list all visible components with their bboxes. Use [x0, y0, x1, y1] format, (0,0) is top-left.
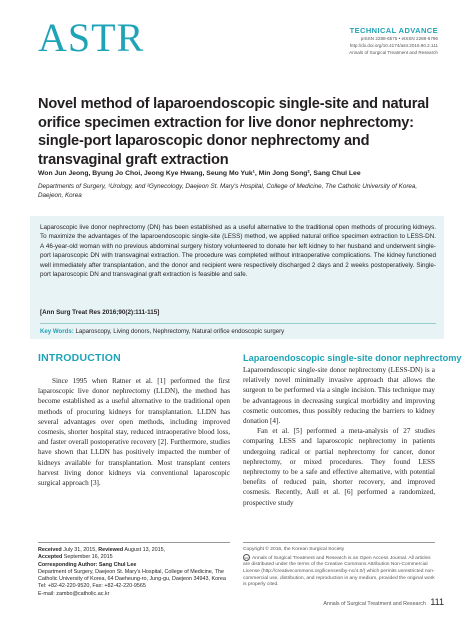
received-label: Received	[38, 547, 62, 553]
contact-phone: Tel: +82-42-220-9520, Fax: +82-42-220-9565	[38, 583, 146, 590]
keywords-label: Key Words:	[40, 328, 74, 335]
reviewed-label: Reviewed	[98, 547, 124, 553]
author-list: Won Jun Jeong, Byung Jo Choi, Jeong Kye Hwang, Seung Mo Yuk¹, Min Jong Song², Sang Chul Lee	[38, 170, 361, 177]
article-history	[38, 547, 233, 598]
article-title: Novel method of laparoendoscopic single-site and natural orifice specimen extraction for live donor nephrectomy: single-port laparoscopic donor nephrectomy and transvaginal graft extraction	[38, 96, 430, 168]
section-heading: Laparoendoscopic single-site donor nephrectomy	[243, 353, 462, 363]
section-paragraph-1: Laparoendoscopic single-site donor nephrectomy (LESS-DN) is a relatively novel minimally invasive approach that allows the surgeon to be performed via a single incision. This technique may be advantageous in decreasing surgical morbidity and improving cosmetic outcomes, thus possibly reducing the barriers to kidney donation [4].	[243, 366, 435, 426]
journal-logo: ASTR	[38, 15, 145, 60]
corresponding-author: Corresponding Author: Sang Chul Lee	[38, 561, 137, 568]
received-date: July 31, 2015,	[63, 547, 97, 553]
intro-paragraph: Since 1995 when Ratner et al. [1] performed the first laparoscopic live donor nephrectomy (LLDN), the method has become established as a useful alternative to the traditional open methods of procuring kidneys for transplantation. LLDN has several advantages over open methods, including improved cosmesis, shorter hospital stay, reduced intraoperative blood loss, and faster overall postoperative recovery [2]. Furthermore, studies have shown that LLDN has positively impacted the number of kidneys available for transplantation. Most transplant centers harvest living donor kidneys via conventional laparoscopic surgical approach [3].	[38, 377, 230, 488]
abstract-text: Laparoscopic live donor nephrectomy (DN) has been established as a useful alternative to the traditional open methods of procuring kidneys. To maximize the advantages of the laparoendoscopic single-site (LESS) method, we applied natural orifice specimen extraction to LESS-DN. A 46-year-old woman with no previous abdominal surgery history volunteered to donate her left kidney to her husband and underwent single-port laparoscopic DN with transvaginal extraction. The procedure was completed without intraoperative complications. The kidney functioned well immediately after transplantation, and the donor and recipient were respectively discharged 2 days and 2 weeks postoperatively. Single-port laparoscopic DN and transvaginal graft extraction is feasible and safe.	[40, 224, 436, 279]
article-type: TECHNICAL ADVANCE	[349, 26, 438, 35]
section-body	[243, 365, 435, 508]
page-number: 111	[430, 597, 444, 607]
footer-journal: Annals of Surgical Treatment and Research	[323, 601, 426, 607]
header-meta	[349, 26, 438, 56]
keywords-divider	[40, 323, 436, 324]
footer-divider-left	[38, 542, 230, 543]
contact-email[interactable]: E-mail: zambo@catholic.ac.kr	[38, 590, 110, 597]
citation: [Ann Surg Treat Res 2016;90(2):111-115]	[40, 309, 160, 316]
keywords	[40, 328, 436, 335]
reviewed-date: August 13, 2015,	[124, 547, 166, 553]
license-info	[243, 547, 437, 589]
page-footer	[323, 597, 444, 607]
footer-divider-right	[243, 542, 435, 543]
accepted-date: September 16, 2015	[63, 554, 113, 561]
doi-link[interactable]: http://dx.doi.org/10.4174/astr.2016.90.2.111	[349, 43, 438, 48]
intro-heading: INTRODUCTION	[38, 352, 121, 364]
accepted-label: Accepted	[38, 554, 63, 561]
journal-name: Annals of Surgical Treatment and Research	[349, 50, 438, 55]
affiliation: Departments of Surgery, ¹Urology, and ²Gynecology, Daejeon St. Mary's Hospital, College of Medicine, The Catholic University of Korea, Daejeon, Korea	[38, 183, 418, 199]
copyright: Copyright © 2016, the Korean Surgical Society	[243, 547, 345, 552]
keywords-list: Laparoscopy, Living donors, Nephrectomy, Natural orifice endoscopic surgery	[75, 328, 285, 335]
creative-commons-icon: cc	[244, 554, 249, 560]
license-text: Annals of Surgical Treatment and Research is an Open Access Journal. All articles are distributed under the terms of the Creative Commons Attribution Non-Commercial License (http://creativecommons.org/licenses/by-nc/4.0/) which permits unrestricted non-commercial use, distribution, and reproduction in any medium, provided the original work is properly cited.	[243, 555, 435, 588]
issn: pISSN 2288-6575 • eISSN 2288-6796	[360, 36, 438, 41]
section-paragraph-2: Fan et al. [5] performed a meta-analysis of 27 studies comparing LESS and laparoscopic nephrectomy in patients undergoing radical or partial nephrectomy for cancer, donor nephrectomy, or mixed procedures. They found LESS nephrectomy to be a safe and effective alternative, with potential benefits of reduced pain, shorter recovery, and improved cosmesis. Recently, Aull et al. [6] performed a randomized, prospective study	[243, 427, 435, 507]
corresponding-address: Department of Surgery, Daejeon St. Mary's Hospital, College of Medicine, The Catholic University of Korea, 64 Daeheung-ro, Jung-gu, Daejeon 34943, Korea	[38, 568, 226, 583]
